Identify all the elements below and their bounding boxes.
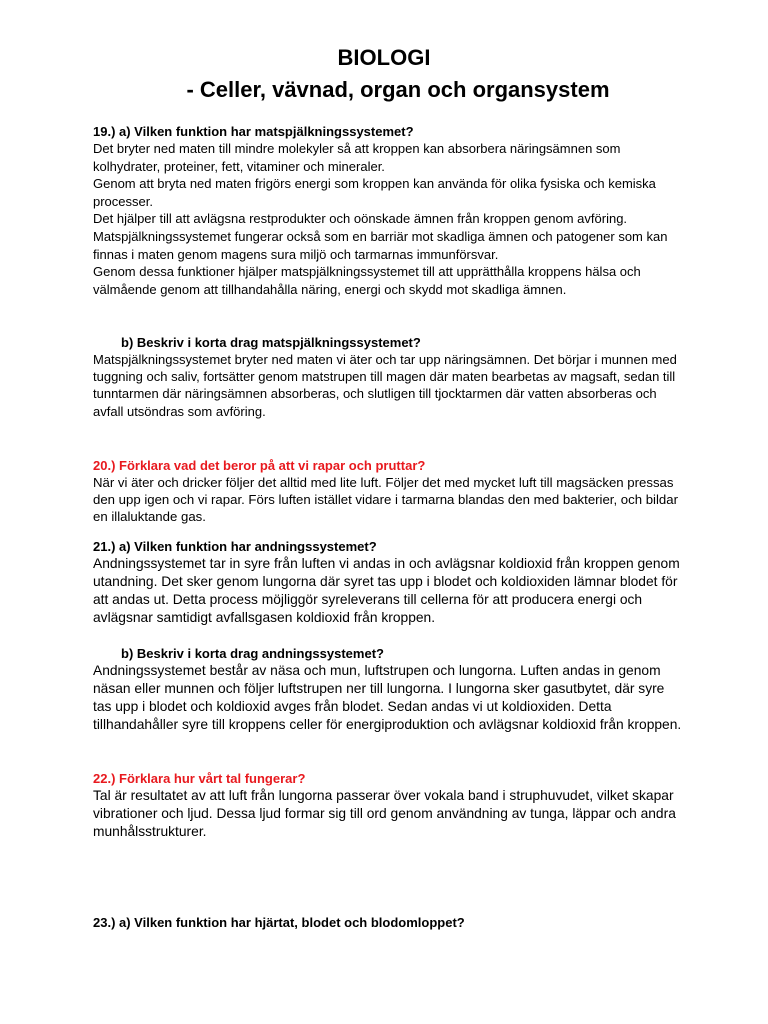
question-19b: b) Beskriv i korta drag matspjälkningssystemet? <box>121 335 421 350</box>
answer-19b-paragraph: Matspjälkningssystemet bryter ned maten vi äter och tar upp näringsämnen. Det börjar i munnen med tuggning och saliv, fortsätter genom matstrupen till magen där maten bearbetas av magsaft, sedan till tunntarmen där näringsämnen absorberas, och slutligen till tjocktarmen där vatten absorberas och avfall utsöndras som avföring. <box>93 352 677 419</box>
answer-20-paragraph: När vi äter och dricker följer det alltid med lite luft. Följer det med mycket luft till magsäcken pressas den upp igen och vi rapar. Förs luften istället vidare i tarmarna blandas den med bakterier, och bildar en illaluktande gas. <box>93 475 678 525</box>
section-23a <box>93 914 683 931</box>
question-23a: 23.) a) Vilken funktion har hjärtat, blodet och blodomloppet? <box>93 915 465 930</box>
section-21a <box>93 538 683 627</box>
answer-21b-paragraph: Andningssystemet består av näsa och mun, luftstrupen och lungorna. Luften andas in genom näsan eller munnen och följer luftstrupen ner till lungorna. I lungorna sker gasutbytet, där syre tas upp i blodet och koldioxid avges från blodet. Sedan andas vi ut koldioxiden. Detta tillhandahåller syre till kroppens celler för energiproduktion och avlägsnar koldioxid från kroppen. <box>93 663 682 732</box>
question-20: 20.) Förklara vad det beror på att vi rapar och pruttar? <box>93 458 426 473</box>
question-21b: b) Beskriv i korta drag andningssystemet? <box>121 646 384 661</box>
answer-21a-paragraph: Andningssystemet tar in syre från luften vi andas in och avlägsnar koldioxid från kroppen genom utandning. Det sker genom lungorna där syret tas upp i blodet och koldioxiden lämnar blodet för att andas ut. Detta process möjliggör syreleverans till cellerna för att producera energi och avlägsnar samtidigt avfallsgasen koldioxid från kroppen. <box>93 556 680 625</box>
answer-22-paragraph: Tal är resultatet av att luft från lungorna passerar över vokala band i struphuvudet, vilket skapar vibrationer och ljud. Dessa ljud formar sig till ord genom användning av tunga, läppar och andra munhålsstrukturer. <box>93 788 676 839</box>
section-20 <box>93 457 683 526</box>
answer-19a-paragraph: Det hjälper till att avlägsna restprodukter och oönskade ämnen från kroppen genom avföring. <box>93 211 628 227</box>
question-19a: 19.) a) Vilken funktion har matspjälkningssystemet? <box>93 124 414 139</box>
answer-19a-paragraph: Det bryter ned maten till mindre molekyler så att kroppen kan absorbera näringsämnen som kolhydrater, proteiner, fett, vitaminer och mineraler. <box>93 141 621 174</box>
page-subtitle: - Celler, vävnad, organ och organsystem <box>186 77 610 102</box>
question-21a: 21.) a) Vilken funktion har andningssystemet? <box>93 539 377 554</box>
section-22 <box>93 770 683 841</box>
page-title: BIOLOGI <box>337 45 431 70</box>
section-19b <box>93 334 683 420</box>
answer-19a-paragraph: Genom dessa funktioner hjälper matspjälkningssystemet till att upprätthålla kroppens hälsa och välmående genom att tillhandahålla näring, energi och skydd mot skadliga ämnen. <box>93 264 641 297</box>
section-21b <box>93 645 683 734</box>
answer-19a-paragraph: Matspjälkningssystemet fungerar också som en barriär mot skadliga ämnen och patogener som kan finnas i maten genom magens sura miljö och tarmarnas immunförsvar. <box>93 228 668 262</box>
question-22: 22.) Förklara hur vårt tal fungerar? <box>93 771 306 786</box>
section-19a <box>93 123 683 298</box>
answer-19a-paragraph: Genom att bryta ned maten frigörs energi som kroppen kan använda för olika fysiska och kemiska processer. <box>93 176 656 209</box>
